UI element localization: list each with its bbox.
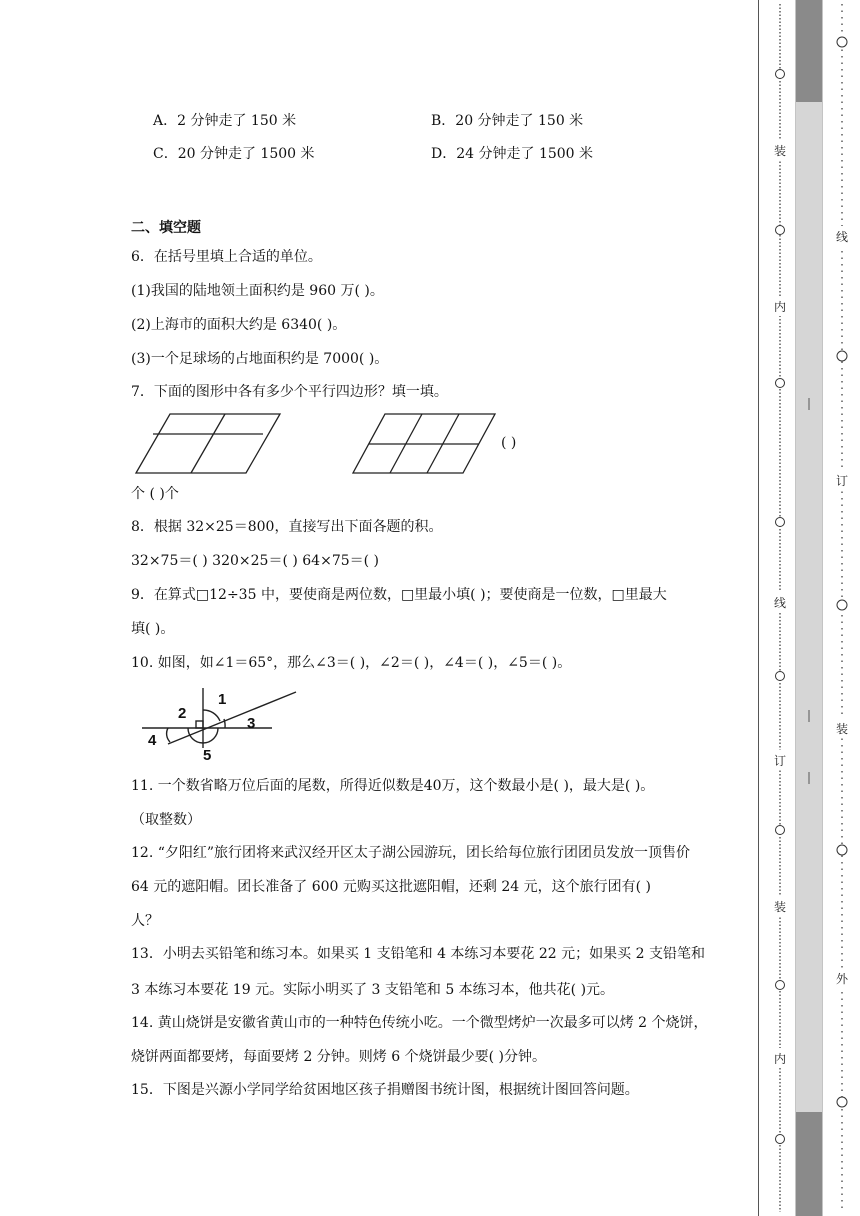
margin-char-zhuang-2: 装	[774, 900, 787, 914]
margin-char-ding: 订	[774, 754, 787, 768]
angle-label-2: 2	[178, 705, 187, 722]
q12-line2: 64 元的遮阳帽。团长准备了 600 元购买这批遮阳帽，还剩 24 元，这个旅行团有( )	[131, 879, 651, 895]
option-d: D．24 分钟走了 1500 米	[431, 146, 594, 162]
q10-angle-figure	[140, 684, 305, 764]
q14-line1: 14. 黄山烧饼是安徽省黄山市的一种特色传统小吃。一个微型烤炉一次最多可以烤 2 个烧饼，	[131, 1015, 708, 1031]
option-a: A．2 分钟走了 150 米	[153, 113, 297, 129]
margin-char-xian: 线	[774, 596, 787, 610]
q8-stem: 8．根据 32×25＝800，直接写出下面各题的积。	[131, 519, 443, 535]
margin-char-outer-ding: 订	[836, 474, 849, 488]
q7-answer-line: 个 ( )个	[131, 486, 179, 502]
option-c: C．20 分钟走了 1500 米	[153, 146, 315, 162]
q6-part2: (2)上海市的面积大约是 6340( )。	[131, 317, 347, 333]
q7-figure-1	[134, 412, 284, 476]
q7-stem: 7．下面的图形中各有多少个平行四边形？填一填。	[131, 384, 448, 400]
q6-part1: (1)我国的陆地领土面积约是 960 万( )。	[131, 283, 384, 299]
q9-line2: 填( )。	[131, 621, 175, 637]
section-title: 二、填空题	[131, 220, 201, 236]
q6-stem: 6．在括号里填上合适的单位。	[131, 249, 322, 265]
q7-blank-right: ( )	[501, 435, 517, 451]
q13-line1: 13．小明去买铅笔和练习本。如果买 1 支铅笔和 4 本练习本要花 22 元；如果买 2 支铅笔和	[131, 946, 705, 962]
q12-line3: 人？	[131, 913, 159, 929]
margin-char-zhuang-1: 装	[774, 144, 787, 158]
q12-line1: 12. “夕阳红”旅行团将来武汉经开区太子湖公园游玩，团长给每位旅行团团员发放一顶售价	[131, 845, 691, 861]
q14-line2: 烧饼两面都要烤，每面要烤 2 分钟。则烤 6 个烧饼最少要( )分钟。	[131, 1049, 546, 1065]
margin-char-outer-wai: 外	[836, 972, 849, 986]
q8-line: 32×75＝( ) 320×25＝( ) 64×75＝( )	[131, 553, 380, 569]
margin-char-nei-2: 内	[774, 1052, 787, 1066]
angle-label-1: 1	[218, 691, 227, 708]
q11-line2: （取整数）	[131, 812, 201, 828]
angle-label-5: 5	[203, 747, 212, 764]
option-b: B．20 分钟走了 150 米	[431, 113, 584, 129]
binding-margin	[758, 0, 860, 1216]
q6-part3: (3)一个足球场的占地面积约是 7000( )。	[131, 351, 389, 367]
angle-label-3: 3	[247, 715, 256, 732]
q11-line1: 11. 一个数省略万位后面的尾数，所得近似数是40万，这个数最小是( )，最大是( )。	[131, 778, 655, 794]
angle-label-4: 4	[148, 732, 157, 749]
margin-char-outer-zhuang: 装	[836, 722, 849, 736]
margin-char-outer-xian: 线	[836, 230, 849, 244]
q7-figure-2	[351, 412, 499, 476]
q13-line2: 3 本练习本要花 19 元。实际小明买了 3 支铅笔和 5 本练习本，他共花( )元。	[131, 982, 615, 998]
q10-stem: 10. 如图，如∠1＝65°，那么∠3＝( )，∠2＝( )，∠4＝( )，∠5＝( )。	[131, 655, 572, 671]
q15-stem: 15．下图是兴源小学同学给贫困地区孩子捐赠图书统计图，根据统计图回答问题。	[131, 1082, 639, 1098]
margin-char-nei-1: 内	[774, 300, 787, 314]
q9-line1: 9．在算式□12÷35 中，要使商是两位数，□里最小填( )；要使商是一位数，□里最大	[131, 587, 667, 603]
